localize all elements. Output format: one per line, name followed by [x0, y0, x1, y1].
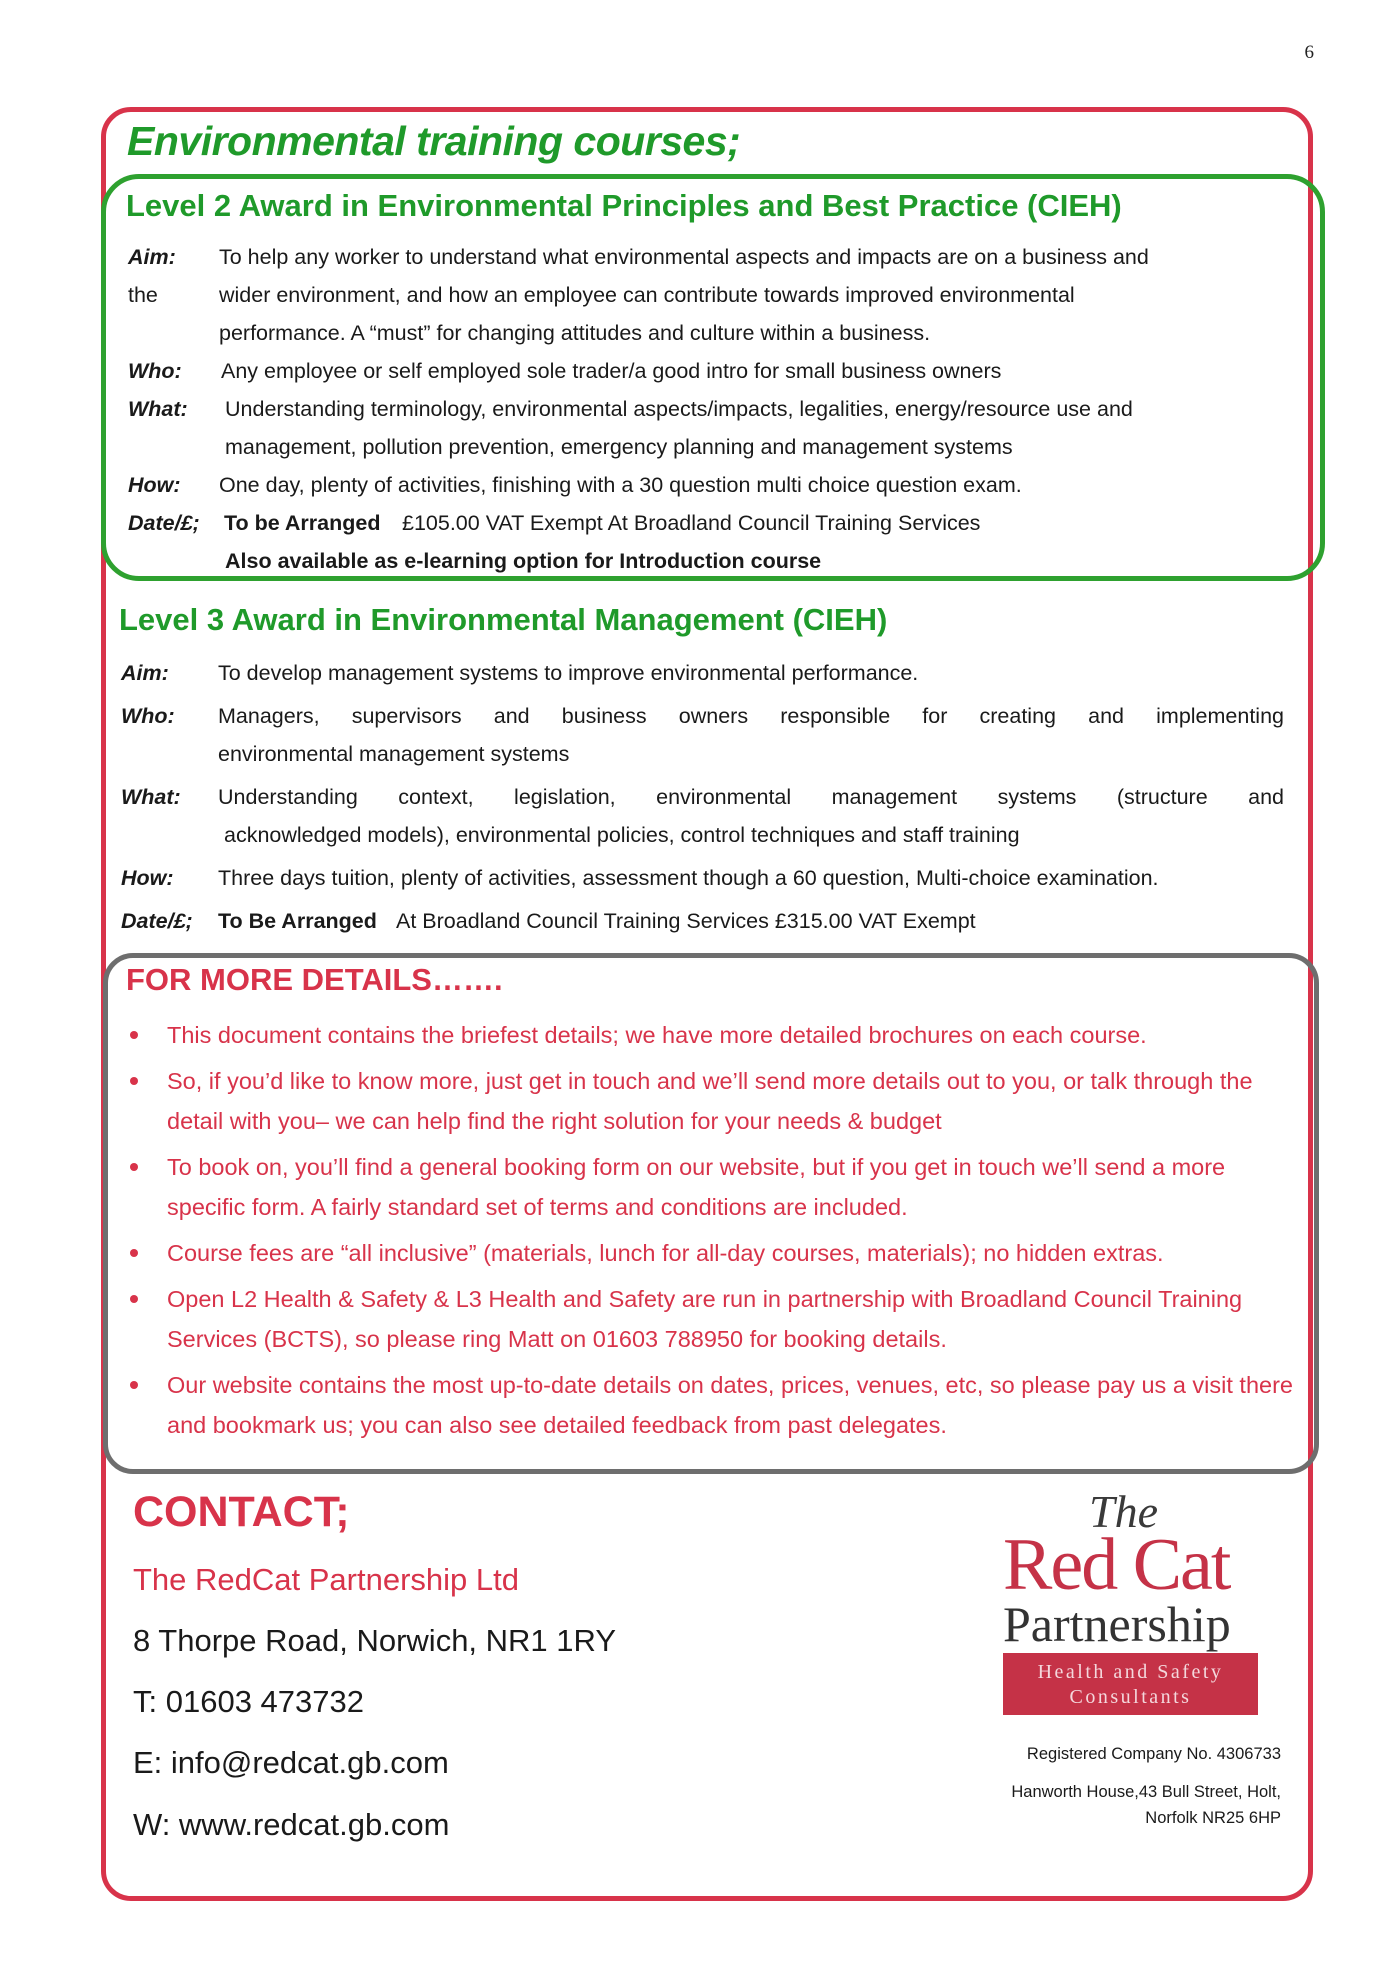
bullet-icon: [130, 1031, 138, 1039]
page-title: Environmental training courses;: [127, 118, 741, 164]
bullet-icon: [130, 1295, 138, 1303]
contact-phone[interactable]: T: 01603 473732: [133, 1684, 364, 1719]
level2-aim-text: performance. A “must” for changing attitudes and culture within a business.: [219, 321, 931, 345]
list-item: [126, 1015, 1296, 1055]
level3-date-text: At Broadland Council Training Services £315.00 VAT Exempt: [396, 909, 976, 933]
logo-tagline-line2: Consultants: [1069, 1686, 1192, 1708]
level3-aim-label: Aim:: [121, 661, 169, 685]
registered-company-number: Registered Company No. 4306733: [1026, 1745, 1281, 1763]
level2-who-text: Any employee or self employed sole trader/a good intro for small business owners: [221, 359, 1002, 383]
level3-who-text: environmental management systems: [218, 742, 570, 766]
level2-how-label: How:: [128, 473, 181, 497]
page-number: 6: [1304, 42, 1314, 63]
level3-course-title: Level 3 Award in Environmental Management (CIEH): [119, 602, 888, 637]
level2-aim-text: To help any worker to understand what environmental aspects and impacts are on a business and: [219, 245, 1149, 269]
level2-date-text: £105.00 VAT Exempt At Broadland Council Training Services: [402, 511, 981, 535]
bullet-icon: [130, 1249, 138, 1257]
level2-date-label: Date/£;: [128, 511, 200, 535]
list-item: [126, 1147, 1296, 1227]
list-item: [126, 1365, 1296, 1445]
logo-name-text: Red Cat: [1003, 1524, 1230, 1606]
level3-what-text: acknowledged models), environmental policies, control techniques and staff training: [224, 823, 1020, 847]
level3-who-label: Who:: [121, 704, 175, 728]
level2-aim-label: Aim:: [128, 245, 176, 269]
level3-aim-text: To develop management systems to improve environmental performance.: [218, 661, 919, 685]
level3-how-text: Three days tuition, plenty of activities, assessment though a 60 question, Multi-choice examination.: [218, 866, 1159, 890]
level3-who-text: Managers, supervisors and business owners responsible for creating and implementing: [218, 704, 1284, 728]
registered-address-line2: Norfolk NR25 6HP: [1145, 1809, 1281, 1827]
bullet-icon: [130, 1381, 138, 1389]
level2-date-status: To be Arranged: [224, 511, 381, 535]
logo-partnership-text: Partnership: [1003, 1596, 1231, 1652]
level3-date-label: Date/£;: [121, 909, 193, 933]
level2-aim-text: wider environment, and how an employee can contribute towards improved environmental: [219, 283, 1075, 307]
list-item-text: Course fees are “all inclusive” (materials, lunch for all-day courses, materials); no hidden extras.: [167, 1240, 1164, 1266]
level2-course-title: Level 2 Award in Environmental Principles and Best Practice (CIEH): [126, 188, 1122, 223]
level2-what-text: management, pollution prevention, emergency planning and management systems: [225, 435, 1013, 459]
level3-what-label: What:: [121, 785, 181, 809]
list-item: [126, 1061, 1296, 1141]
more-details-list: [126, 1015, 1296, 1451]
list-item-text: Open L2 Health & Safety & L3 Health and Safety are run in partnership with Broadland Council Training Services (BCTS), so please ring Matt on 01603 788950 for booking details.: [167, 1286, 1243, 1352]
more-details-title: FOR MORE DETAILS…….: [126, 962, 503, 997]
level3-date-status: To Be Arranged: [218, 909, 377, 933]
list-item: [126, 1233, 1296, 1273]
list-item-text: Our website contains the most up-to-date details on dates, prices, venues, etc, so please pay us a visit there and bookmark us; you can also see detailed feedback from past delegates.: [167, 1372, 1293, 1438]
redcat-logo: [995, 1485, 1265, 1720]
contact-title: CONTACT;: [133, 1488, 350, 1536]
bullet-icon: [130, 1077, 138, 1085]
list-item: [126, 1279, 1296, 1359]
level2-how-text: One day, plenty of activities, finishing with a 30 question multi choice question exam.: [219, 473, 1022, 497]
registered-address-line1: Hanworth House,43 Bull Street, Holt,: [1011, 1783, 1281, 1801]
level2-what-label: What:: [128, 397, 188, 421]
logo-the-text: The: [1089, 1486, 1158, 1537]
contact-website[interactable]: W: www.redcat.gb.com: [133, 1807, 450, 1842]
contact-address: 8 Thorpe Road, Norwich, NR1 1RY: [133, 1623, 617, 1658]
list-item-text: So, if you’d like to know more, just get in touch and we’ll send more details out to you, or talk through the detail with you– we can help find the right solution for your needs & budget: [167, 1068, 1253, 1134]
logo-tagline-strip: [1003, 1653, 1258, 1715]
level3-how-label: How:: [121, 866, 174, 890]
company-name: The RedCat Partnership Ltd: [133, 1562, 519, 1597]
level2-aim-the: the: [128, 283, 158, 307]
level2-what-text: Understanding terminology, environmental aspects/impacts, legalities, energy/resource use and: [225, 397, 1133, 421]
level2-elearning-note: Also available as e-learning option for Introduction course: [225, 549, 822, 573]
contact-email[interactable]: E: info@redcat.gb.com: [133, 1745, 449, 1780]
logo-tagline-line1: Health and Safety: [1037, 1661, 1224, 1683]
bullet-icon: [130, 1163, 138, 1171]
list-item-text: This document contains the briefest details; we have more detailed brochures on each course.: [167, 1022, 1147, 1048]
level2-who-label: Who:: [128, 359, 182, 383]
level3-what-text: Understanding context, legislation, environmental management systems (structure and: [218, 785, 1284, 809]
list-item-text: To book on, you’ll find a general booking form on our website, but if you get in touch we’ll send a more specific form. A fairly standard set of terms and conditions are included.: [167, 1154, 1226, 1220]
